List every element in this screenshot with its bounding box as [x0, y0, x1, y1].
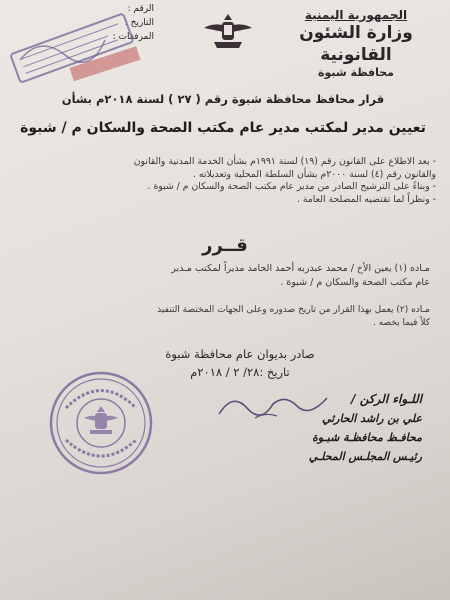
signatory-rank: اللـواء الركن / — [351, 392, 422, 406]
article-line: عام مكتب الصحة والسكان م / شبوة . — [280, 277, 430, 288]
official-seal-stamp-icon — [46, 368, 156, 478]
republic-name: الجمهورية اليمنية — [304, 8, 408, 22]
signatory-council: رئيـس المجلـس المحلـي — [308, 450, 422, 463]
decree-subject: تعيين مدير لمكتب مدير عام مكتب الصحة والسكان م / شبوة — [20, 120, 426, 136]
received-stamp-icon — [0, 0, 150, 95]
article-line: مـاده (٢) يعمل بهذا القرار من تاريخ صدوره وعلى الجهات المختصة التنفيذ — [157, 305, 430, 315]
preamble-line: - ونظراً لما تقتضيه المصلحة العامة . — [296, 193, 436, 205]
ministry-header — [276, 8, 436, 79]
article-2 — [10, 304, 430, 330]
decree-title: قرار محافظ محافظة شبوة رقم ( ٢٧ ) لسنة ٢٠١٨م بشأن — [61, 92, 385, 106]
preamble-line: - بعد الاطلاع على القانون رقم (١٩) لسنة ١٩٩١م بشأن الخدمة المدنية والقانون — [133, 156, 436, 167]
reference-date-field: التاريخ : — [124, 18, 154, 28]
preamble — [12, 156, 436, 206]
preamble-line: - وبناءً على الترشيح الصادر من مدير عام مكتب الصحة والسكان م / شبوة . — [147, 181, 436, 193]
attachments-field: المرفقات : — [112, 32, 154, 42]
signatory-title: محافـظ محافظـة شبـوة — [312, 431, 422, 444]
yemen-eagle-emblem-icon — [200, 10, 256, 56]
reference-number-field: الرقم : — [127, 4, 154, 14]
ministry-name: وزارة الشئون القانونية — [299, 23, 413, 65]
governorate-name: محافظة شبوة — [318, 66, 394, 79]
signatory-name: علي بن راشد الحارثي — [321, 412, 422, 425]
decree-heading: قــرر — [202, 235, 248, 256]
article-1 — [10, 262, 430, 290]
signatory-block — [172, 390, 422, 466]
preamble-line: والقانون رقم (٤) لسنة ٢٠٠٠م بشأن السلطة المحلية وتعديلاته . — [192, 168, 436, 180]
article-line: مـاده (١) يعين الأخ / محمد عبدربه أحمد الحامد مديراً لمكتب مـدير — [171, 263, 430, 274]
article-line: كلاً فيما يخصه . — [372, 318, 430, 328]
issued-at: صادر بديوان عام محافظة شبوة — [165, 347, 315, 361]
issue-date: تاريخ :٢٨/ ٢ / ٢٠١٨م — [190, 365, 290, 379]
